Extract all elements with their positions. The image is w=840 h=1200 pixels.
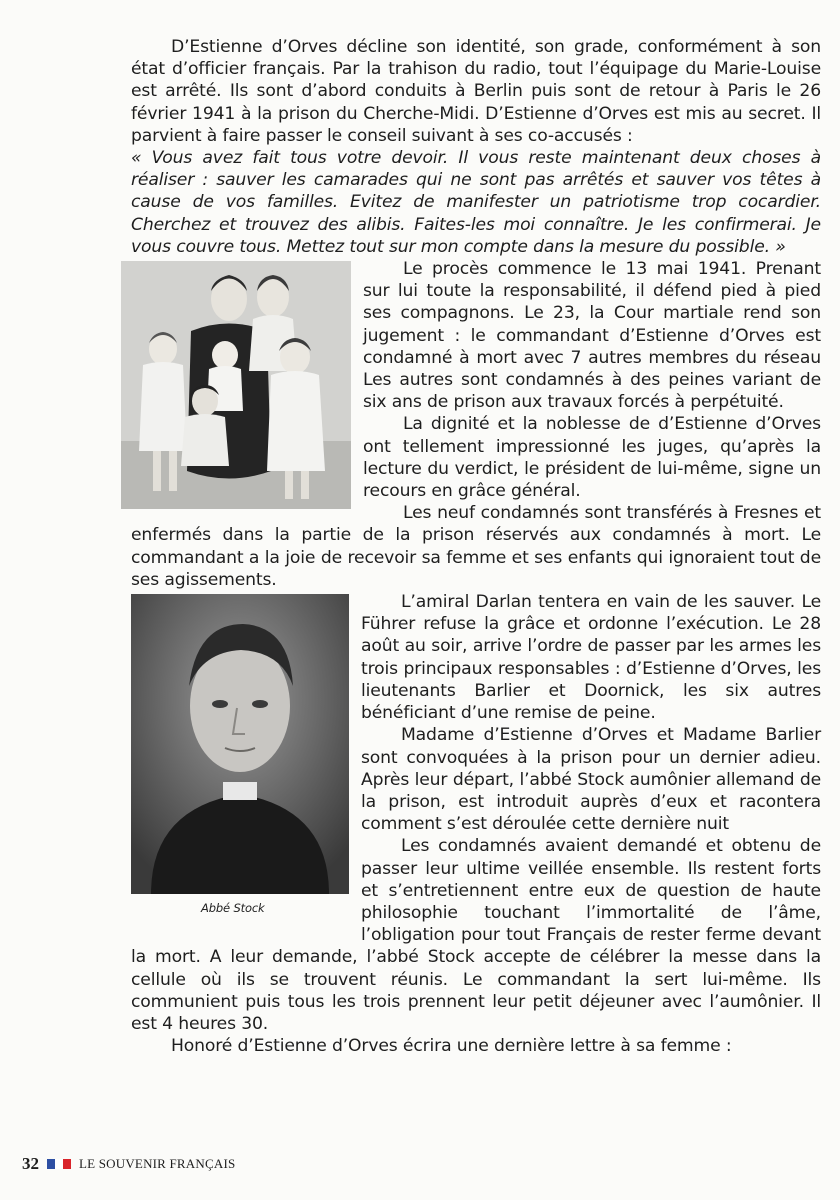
paragraph-5: Les neuf condamnés sont transférés à Fresnes et enfermés dans la partie de la prison réservés aux condamnés à mort. Le commandant a la joie de recevoir sa femme et ses enfants qui ignoraient tout de ses agissements.: [131, 503, 821, 590]
page-number: 32: [22, 1154, 39, 1173]
flag-icon: [47, 1159, 71, 1169]
abbe-stock-image: [131, 594, 349, 894]
magazine-title: LE SOUVENIR FRANÇAIS: [79, 1156, 236, 1171]
article-body: [131, 36, 821, 1057]
photo-caption: Abbé Stock: [201, 901, 265, 916]
paragraph-1: D’Estienne d’Orves décline son identité, son grade, conformément à son état d’officier français. Par la trahison du radio, tout l’équipage du Marie-Louise est arrêté. Ils sont d’abord conduits à Berlin puis sont de retour à Paris le 26 février 1941 à la prison du Cherche-Midi. D’Estienne d’Orves est mis au secret. Il parvient à faire passer le conseil suivant à ses co-accusés :: [131, 37, 821, 146]
paragraph-3: Le procès commence le 13 mai 1941. Prenant sur lui toute la responsabilité, il défend pied à pied ses compagnons. Le 23, la Cour martiale rend son jugement : le commandant d’Estienne d’Orves est condamné à mort avec 7 autres membres du réseau Les autres sont condamnés à des peines variant de six ans de prison aux travaux forcés à perpétuité.: [363, 259, 821, 413]
paragraph-9: Honoré d’Estienne d’Orves écrira une dernière lettre à sa femme :: [171, 1036, 732, 1057]
family-photo-image: [121, 261, 351, 509]
quote-paragraph: « Vous avez fait tous votre devoir. Il vous reste maintenant deux choses à réaliser : sauver les camarades qui ne sont pas arrêtés et sauver vos têtes à cause de vos familles. Evitez de manifester un patriotisme trop cocardier. Cherchez et trouvez des alibis. Faites-les moi connaître. Je les confirmerai. Je vous couvre tous. Mettez tout sur mon compte dans la mesure du possible. »: [131, 148, 821, 257]
abbe-stock-photo: [131, 594, 349, 924]
paragraph-6: L’amiral Darlan tentera en vain de les sauver. Le Führer refuse la grâce et ordonne l’exécution. Le 28 août au soir, arrive l’ordre de passer par les armes les trois principaux responsables : d’Estienne d’Orves, les lieutenants Barlier et Doornick, les six autres bénéficiant d’une remise de peine.: [361, 592, 821, 724]
page-footer: [22, 1152, 235, 1176]
paragraph-7: Madame d’Estienne d’Orves et Madame Barlier sont convoquées à la prison pour un dernier adieu. Après leur départ, l’abbé Stock aumônier allemand de la prison, est introduit auprès d’eux et racontera comment s’est déroulée cette dernière nuit: [361, 725, 821, 835]
paragraph-4: La dignité et la noblesse de d’Estienne d’Orves ont tellement impressionné les juges, qu’après la lecture du verdict, le président de lui-même, signe un recours en grâce général.: [363, 414, 821, 502]
family-photo: [121, 261, 351, 509]
paragraph-8: Les condamnés avaient demandé et obtenu de passer leur ultime veillée ensemble. Ils restent forts et s’entretiennent entre eux de question de haute philosophie touchant l’immortalité de l’âme, l’obligation pour tout Français de rester ferme devant la mort. A leur demande, l’abbé Stock accepte de célébrer la messe dans la cellule où ils se trouvent réunis. Le commandant la sert lui-même. Ils communient puis tous les trois prennent leur petit déjeuner avec l’aumônier. Il est 4 heures 30.: [131, 836, 821, 1034]
